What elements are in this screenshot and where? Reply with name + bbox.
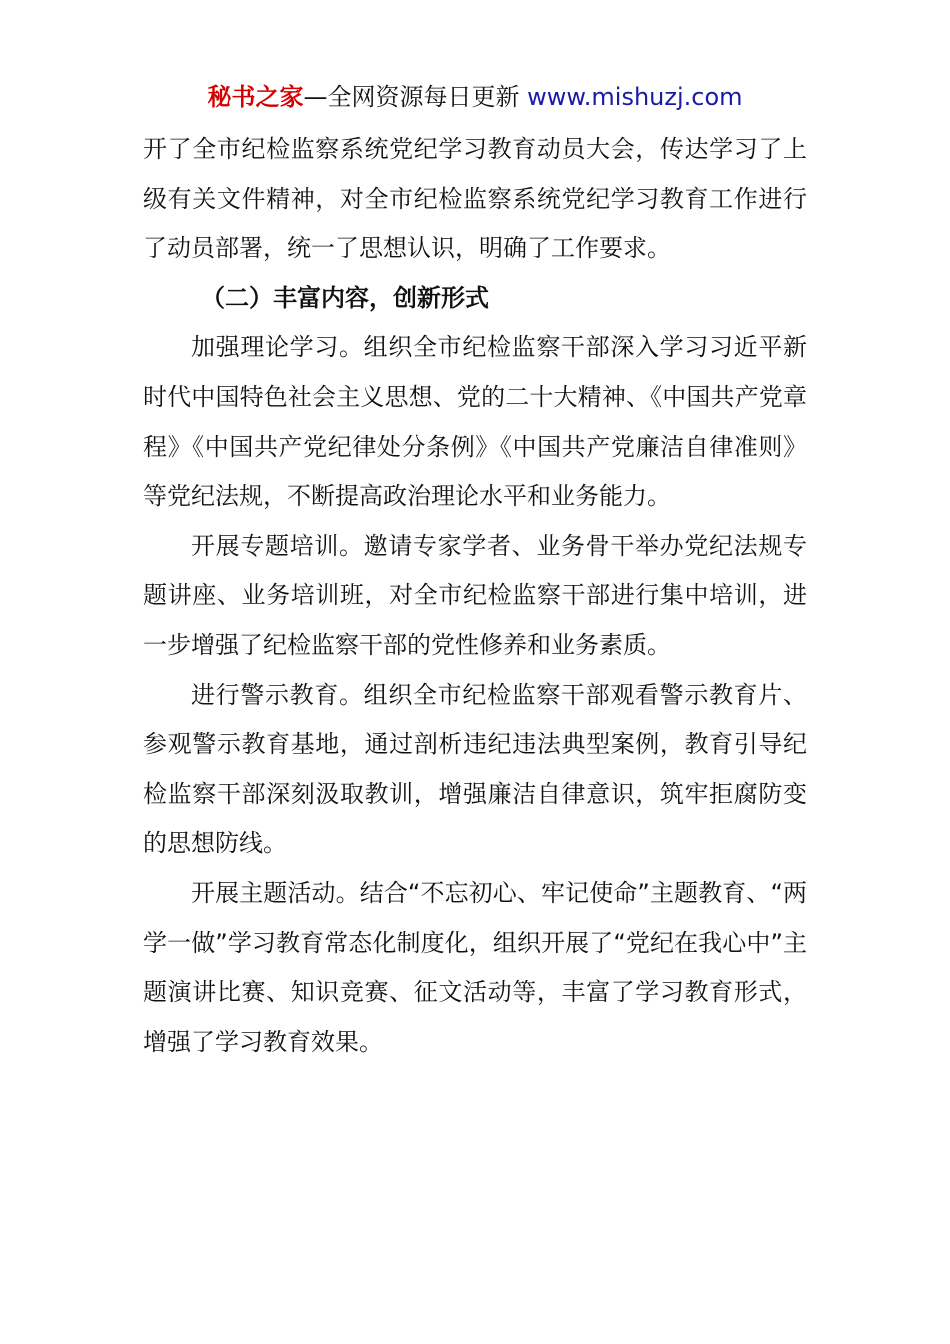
page-header xyxy=(0,80,950,114)
paragraph-warning-education: 进行警示教育。组织全市纪检监察干部观看警示教育片、参观警示教育基地，通过剖析违纪违法典型案例，教育引导纪检监察干部深刻汲取教训，增强廉洁自律意识，筑牢拒腐防变的思想防线。 xyxy=(143,680,807,858)
paragraph-theory-study: 加强理论学习。组织全市纪检监察干部深入学习习近平新时代中国特色社会主义思想、党的二十大精神、《中国共产党章程》《中国共产党纪律处分条例》《中国共产党廉洁自律准则》等党纪法规，不断提高政治理论水平和业务能力。 xyxy=(143,333,807,511)
header-url-link[interactable]: www.mishuzj.com xyxy=(527,83,743,111)
header-tagline: —全网资源每日更新 xyxy=(303,83,528,111)
paragraph-theme-activities: 开展主题活动。结合“不忘初心、牢记使命”主题教育、“两学一做”学习教育常态化制度化，组织开展了“党纪在我心中”主题演讲比赛、知识竞赛、征文活动等，丰富了学习教育形式，增强了学习教育效果。 xyxy=(143,878,807,1056)
document-body xyxy=(143,125,807,1067)
paragraph-continuation: 开了全市纪检监察系统党纪学习教育动员大会，传达学习了上级有关文件精神，对全市纪检监察系统党纪学习教育工作进行了动员部署，统一了思想认识，明确了工作要求。 xyxy=(143,135,807,263)
section-heading-2: （二）丰富内容，创新形式 xyxy=(201,283,489,312)
paragraph-special-training: 开展专题培训。邀请专家学者、业务骨干举办党纪法规专题讲座、业务培训班，对全市纪检监察干部进行集中培训，进一步增强了纪检监察干部的党性修养和业务素质。 xyxy=(143,531,807,659)
header-site-name: 秘书之家 xyxy=(207,83,304,111)
